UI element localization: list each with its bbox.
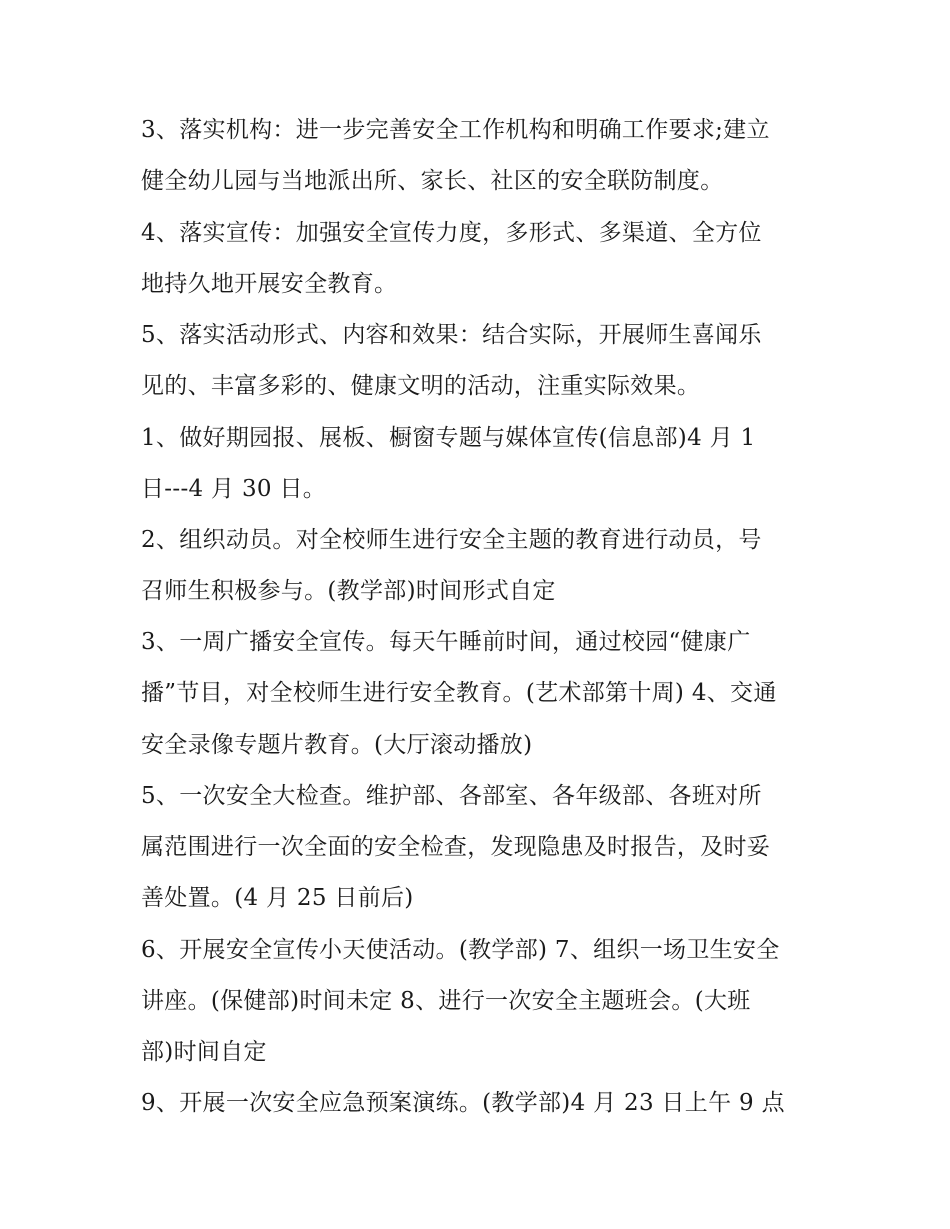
text-line: 见的、丰富多彩的、健康文明的活动，注重实际效果。 [141, 373, 701, 399]
text-line: 召师生积极参与。(教学部)时间形式自定 [141, 578, 556, 604]
text-line: 部)时间自定 [141, 1039, 267, 1065]
text-line: 2、组织动员。对全校师生进行安全主题的教育进行动员，号 [141, 527, 762, 553]
text-line: 3、一周广播安全宣传。每天午睡前时间，通过校园“健康广 [141, 629, 751, 655]
text-line: 日---4 月 30 日。 [141, 476, 327, 502]
text-line: 播”节目，对全校师生进行安全教育。(艺术部第十周) 4、交通 [141, 680, 777, 706]
text-line: 9、开展一次安全应急预案演练。(教学部)4 月 23 日上午 9 点 [141, 1090, 785, 1116]
text-line: 讲座。(保健部)时间未定 8、进行一次安全主题班会。(大班 [141, 988, 751, 1014]
text-line: 4、落实宣传：加强安全宣传力度，多形式、多渠道、全方位 [141, 220, 762, 246]
text-line: 属范围进行一次全面的安全检查，发现隐患及时报告，及时妥 [141, 834, 771, 860]
text-line: 1、做好期园报、展板、橱窗专题与媒体宣传(信息部)4 月 1 [141, 425, 756, 451]
text-line: 6、开展安全宣传小天使活动。(教学部) 7、组织一场卫生安全 [141, 937, 780, 963]
text-line: 5、一次安全大检查。维护部、各部室、各年级部、各班对所 [141, 783, 762, 809]
text-line: 安全录像专题片教育。(大厅滚动播放) [141, 732, 533, 758]
text-line: 3、落实机构：进一步完善安全工作机构和明确工作要求;建立 [141, 117, 770, 143]
text-line: 5、落实活动形式、内容和效果：结合实际，开展师生喜闻乐 [141, 322, 762, 348]
text-line: 善处置。(4 月 25 日前后) [141, 885, 414, 911]
text-line: 地持久地开展安全教育。 [141, 271, 398, 297]
text-line: 健全幼儿园与当地派出所、家长、社区的安全联防制度。 [141, 168, 724, 194]
